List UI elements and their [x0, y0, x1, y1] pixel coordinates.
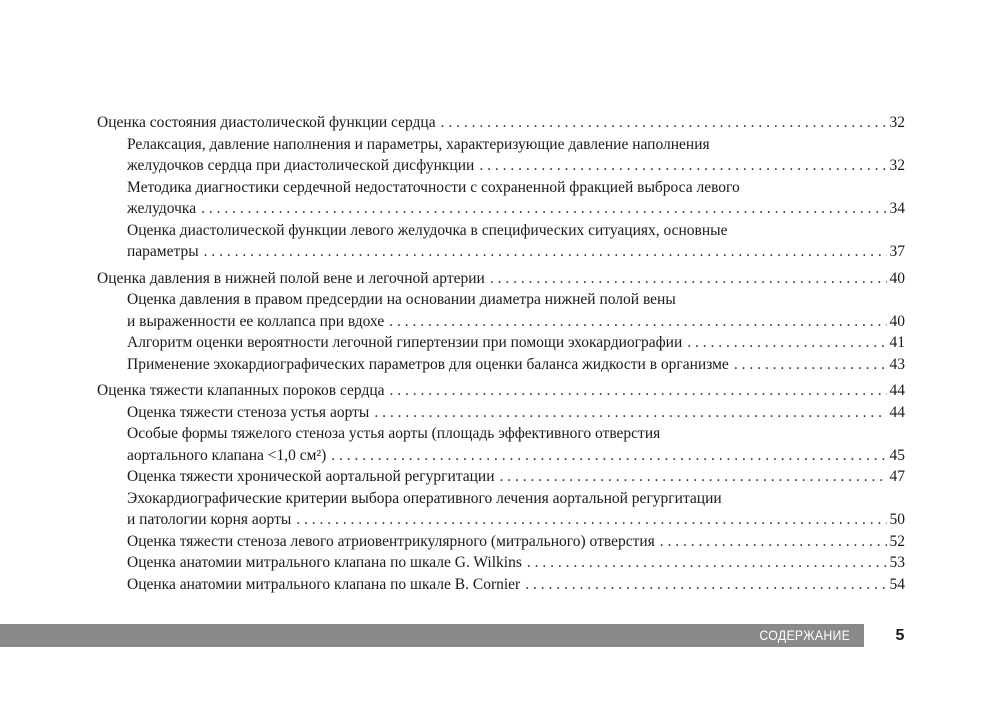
toc-page-number: 44 — [889, 403, 905, 421]
toc-entry-text: Оценка анатомии митрального клапана по шкале G. Wilkins — [127, 554, 522, 571]
dot-leader — [682, 332, 887, 354]
toc-page-number: 54 — [889, 575, 905, 593]
dot-leader — [199, 241, 887, 263]
toc-entry-text: Релаксация, давление наполнения и параметры, характеризующие давление наполнения — [127, 135, 710, 153]
dot-leader — [369, 402, 887, 424]
toc-entry-text: Оценка тяжести клапанных пороков сердца — [97, 382, 385, 399]
footer-section-label: СОДЕРЖАНИЕ — [759, 627, 850, 643]
toc-subsection-entry[interactable] — [97, 134, 905, 177]
toc-entry-text: и выраженности ее коллапса при вдохе — [127, 312, 385, 330]
toc-page-number: 43 — [889, 355, 905, 373]
table-of-contents — [97, 112, 905, 595]
toc-entry-text: желудочков сердца при диастолической дисфункции — [127, 157, 475, 174]
toc-subsection-entry[interactable] — [97, 423, 905, 466]
dot-leader — [655, 531, 887, 553]
toc-subsection-entry[interactable] — [97, 220, 905, 263]
toc-subsection-entry[interactable] — [97, 289, 905, 332]
toc-entry-text: Эхокардиографические критерии выбора оперативного лечения аортальной регургитации — [127, 489, 722, 507]
toc-subsection-entry[interactable] — [97, 552, 905, 574]
dot-leader — [436, 112, 887, 134]
toc-entry-text: Методика диагностики сердечной недостаточности с сохраненной фракцией выброса левого — [127, 178, 740, 196]
toc-page-number: 47 — [889, 468, 905, 485]
dot-leader — [495, 466, 888, 488]
toc-page-number: 40 — [889, 312, 905, 330]
toc-entry-text: Оценка тяжести хронической аортальной регургитации — [127, 468, 495, 485]
dot-leader — [291, 509, 887, 531]
toc-section-entry[interactable] — [97, 268, 905, 290]
footer-bar — [0, 624, 864, 647]
toc-subsection-entry[interactable] — [97, 574, 905, 596]
toc-page-number: 53 — [889, 554, 905, 571]
toc-subsection-entry[interactable] — [97, 177, 905, 220]
toc-subsection-entry[interactable] — [97, 332, 905, 354]
toc-entry-text: и патологии корня аорты — [127, 511, 292, 528]
dot-leader — [520, 574, 887, 596]
dot-leader — [384, 311, 887, 333]
dot-leader — [729, 354, 887, 376]
toc-entry-text: Оценка анатомии митрального клапана по шкале B. Cornier — [127, 575, 521, 593]
toc-page-number: 37 — [889, 243, 905, 260]
toc-subsection-entry[interactable] — [97, 354, 905, 376]
toc-page-number: 32 — [889, 157, 905, 174]
toc-entry-text: Оценка диастолической функции левого желудочка в специфических ситуациях, основные — [127, 221, 728, 239]
dot-leader — [474, 155, 887, 177]
dot-leader — [485, 268, 887, 290]
toc-entry-text: параметры — [127, 243, 199, 260]
toc-page-number: 32 — [889, 114, 905, 131]
toc-entry-text: Оценка тяжести стеноза левого атриовентрикулярного (митрального) отверстия — [127, 532, 655, 550]
toc-entry-text: Оценка состояния диастолической функции сердца — [97, 114, 436, 131]
toc-subsection-entry[interactable] — [97, 531, 905, 553]
toc-entry-text: Оценка давления в правом предсердии на основании диаметра нижней полой вены — [127, 291, 676, 308]
dot-leader — [385, 380, 887, 402]
toc-page-number: 34 — [889, 200, 905, 217]
page-number: 5 — [895, 627, 905, 644]
toc-section-entry[interactable] — [97, 380, 905, 402]
toc-page-number: 45 — [889, 446, 905, 464]
toc-page-number: 44 — [889, 382, 905, 399]
toc-page-number: 50 — [889, 511, 905, 528]
toc-section-entry[interactable] — [97, 112, 905, 134]
toc-page-number: 40 — [889, 269, 905, 287]
toc-subsection-entry[interactable] — [97, 402, 905, 424]
dot-leader — [522, 552, 887, 574]
toc-entry-text: Оценка тяжести стеноза устья аорты — [127, 403, 370, 421]
toc-subsection-entry[interactable] — [97, 466, 905, 488]
toc-entry-text: Алгоритм оценки вероятности легочной гипертензии при помощи эхокардиографии — [127, 334, 683, 351]
toc-entry-text: желудочка — [127, 200, 197, 217]
toc-entry-text: Применение эхокардиографических параметров для оценки баланса жидкости в организме — [127, 355, 729, 373]
dot-leader — [326, 445, 887, 467]
toc-page-number: 41 — [889, 334, 905, 351]
toc-entry-text: аортального клапана <1,0 см²) — [127, 446, 327, 464]
toc-entry-text: Оценка давления в нижней полой вене и легочной артерии — [97, 269, 485, 287]
toc-entry-text: Особые формы тяжелого стеноза устья аорты (площадь эффективного отверстия — [127, 425, 661, 442]
dot-leader — [196, 198, 887, 220]
toc-page-number: 52 — [889, 532, 905, 550]
toc-subsection-entry[interactable] — [97, 488, 905, 531]
